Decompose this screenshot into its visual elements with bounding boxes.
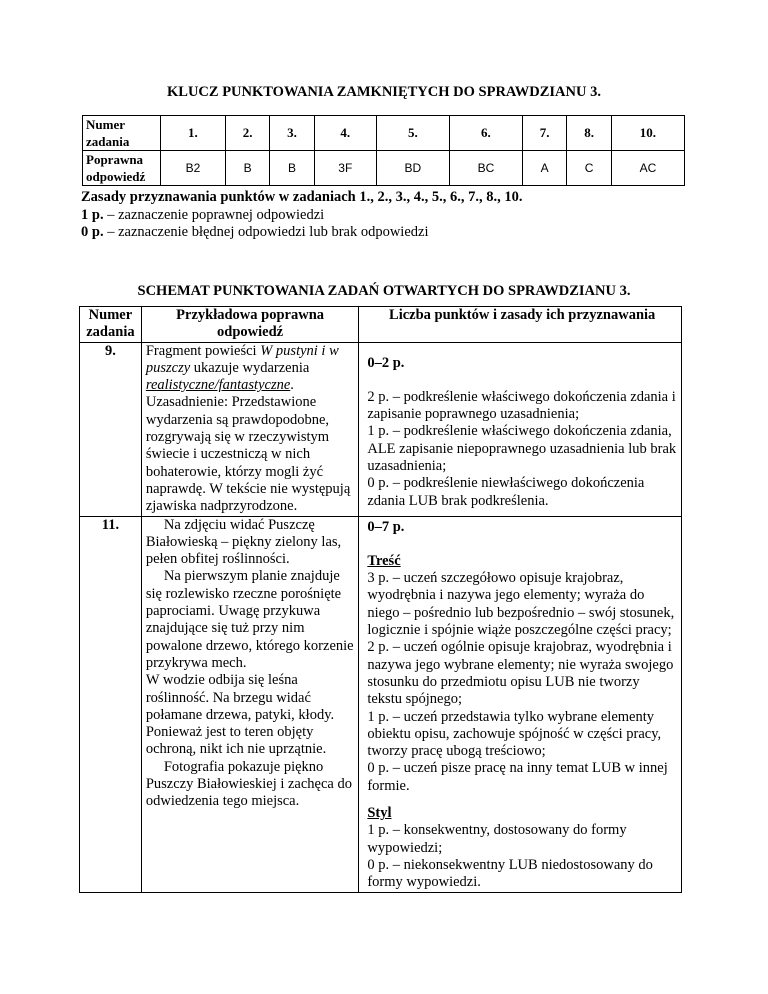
task-11-criteria: [359, 516, 682, 892]
task-11-range: 0–7 p.: [367, 518, 405, 535]
rule-line: 1 p. – zaznaczenie poprawnej odpowiedzi: [81, 206, 325, 223]
correct-answer: C: [567, 151, 611, 186]
answer-row: [83, 151, 685, 186]
correct-answer: BD: [376, 151, 449, 186]
task-9-criteria: [359, 342, 682, 516]
open-tasks-title: SCHEMAT PUNKTOWANIA ZADAŃ OTWARTYCH DO SPRAWDZIANU 3.: [137, 283, 631, 299]
correct-answer: A: [522, 151, 566, 186]
task-number: 2.: [225, 116, 269, 151]
task-9-number: 9.: [80, 342, 142, 516]
col-header-number: Numer zadania: [80, 307, 142, 343]
correct-answer: AC: [611, 151, 684, 186]
task-number: 8.: [567, 116, 611, 151]
criterion: 1 p. – konsekwentny, dostosowany do formy wypowiedzi;: [367, 822, 627, 856]
open-tasks-table: [79, 306, 682, 893]
criterion: 1 p. – uczeń przedstawia tylko wybrane elementy obiektu opisu, zachowuje spójność w części pracy, tworzy pracę ubogą treściowo;: [367, 708, 662, 760]
answer-paragraph: W wodzie odbija się leśna roślinność. Na brzegu widać połamane drzewa, patyki, kłody. Ponieważ jest to teren objęty ochroną, nikt ich nie uprzątnie.: [145, 672, 335, 758]
task-9-row: [80, 342, 682, 516]
task-number: 3.: [270, 116, 314, 151]
correct-answer: B: [225, 151, 269, 186]
col-header-points: Liczba punktów i zasady ich przyznawania: [359, 307, 682, 343]
correct-answer: B2: [161, 151, 226, 186]
criterion: 0 p. – uczeń pisze pracę na inny temat LUB w innej formie.: [367, 760, 668, 794]
task-number-row: [83, 116, 685, 151]
content-heading: Treść: [367, 552, 401, 569]
task-9-answer: Fragment powieści W pustyni i w puszczy ukazuje wydarzenia realistyczne/fantastyczne. Uzasadnienie: Przedstawione wydarzenia są prawdopodobne, rozgrywają się w rzeczywistym świecie i uczestniczą w nich bohaterowie, którzy mogli żyć naprawdę. W tekście nie występują zjawiska nadprzyrodzone.: [141, 342, 359, 516]
task-number: 5.: [376, 116, 449, 151]
criterion: 1 p. – podkreślenie właściwego dokończenia zdania, ALE zapisanie niepoprawnego uzasadnienia lub brak uzasadnienia;: [367, 423, 677, 475]
header-row: [80, 307, 682, 343]
correct-answer: B: [270, 151, 314, 186]
task-number: 10.: [611, 116, 684, 151]
task-number: 7.: [522, 116, 566, 151]
answer-paragraph: Na zdjęciu widać Puszczę Białowieską – piękny zielony las, pełen obfitej roślinności.: [145, 516, 342, 568]
rule-line: 0 p. – zaznaczenie błędnej odpowiedzi lub brak odpowiedzi: [81, 224, 429, 240]
correct-answer: BC: [449, 151, 522, 186]
scoring-rules: [81, 189, 523, 242]
closed-key-table: [82, 115, 685, 186]
task-11-answer: [141, 516, 359, 892]
row-label-answer: Poprawna odpowiedź: [83, 151, 161, 186]
col-header-answer: Przykładowa poprawna odpowiedź: [141, 307, 359, 343]
criterion: 3 p. – uczeń szczegółowo opisuje krajobraz, wyodrębnia i nazywa jego elementy; wyraża do niego – pośrednio lub bezpośrednio – swój stosunek, logicznie i spójnie wiąże poszczególne części pracy;: [367, 570, 675, 639]
criterion: 2 p. – podkreślenie właściwego dokończenia zdania i zapisanie poprawnego uzasadnienia;: [367, 388, 676, 423]
answer-paragraph: Na pierwszym planie znajduje się rozlewisko rzeczne porośnięte paprociami. Uwagę przykuwa znajdujące się tuż przy nim powalone drzewo, którego korzenie przykrywa mech.: [145, 568, 354, 671]
rules-heading: Zasady przyznawania punktów w zadaniach 1., 2., 3., 4., 5., 6., 7., 8., 10.: [81, 189, 523, 205]
answer-paragraph: Fotografia pokazuje piękno Puszczy Białowieskiej i zachęca do odwiedzenia tego miejsca.: [145, 758, 352, 810]
task-9-range: 0–2 p.: [367, 354, 405, 371]
criterion: 2 p. – uczeń ogólnie opisuje krajobraz, wyodrębnia i nazywa jego wybrane elementy; nie wyraża swojego stosunku do przedmiotu opisu LUB nie tworzy tekstu spójnego;: [367, 639, 674, 708]
row-label-number: Numer zadania: [83, 116, 161, 151]
criterion: 0 p. – niekonsekwentny LUB niedostosowany do formy wypowiedzi.: [367, 856, 653, 891]
correct-answer: 3F: [314, 151, 376, 186]
style-heading: Styl: [367, 805, 392, 822]
task-11-number: 11.: [80, 516, 142, 892]
closed-key-title: KLUCZ PUNKTOWANIA ZAMKNIĘTYCH DO SPRAWDZIANU 3.: [167, 84, 601, 100]
criterion: 0 p. – podkreślenie niewłaściwego dokończenia zdania LUB brak podkreślenia.: [367, 475, 645, 509]
task-11-row: [80, 516, 682, 892]
task-number: 6.: [449, 116, 522, 151]
task-number: 4.: [314, 116, 376, 151]
task-number: 1.: [161, 116, 226, 151]
